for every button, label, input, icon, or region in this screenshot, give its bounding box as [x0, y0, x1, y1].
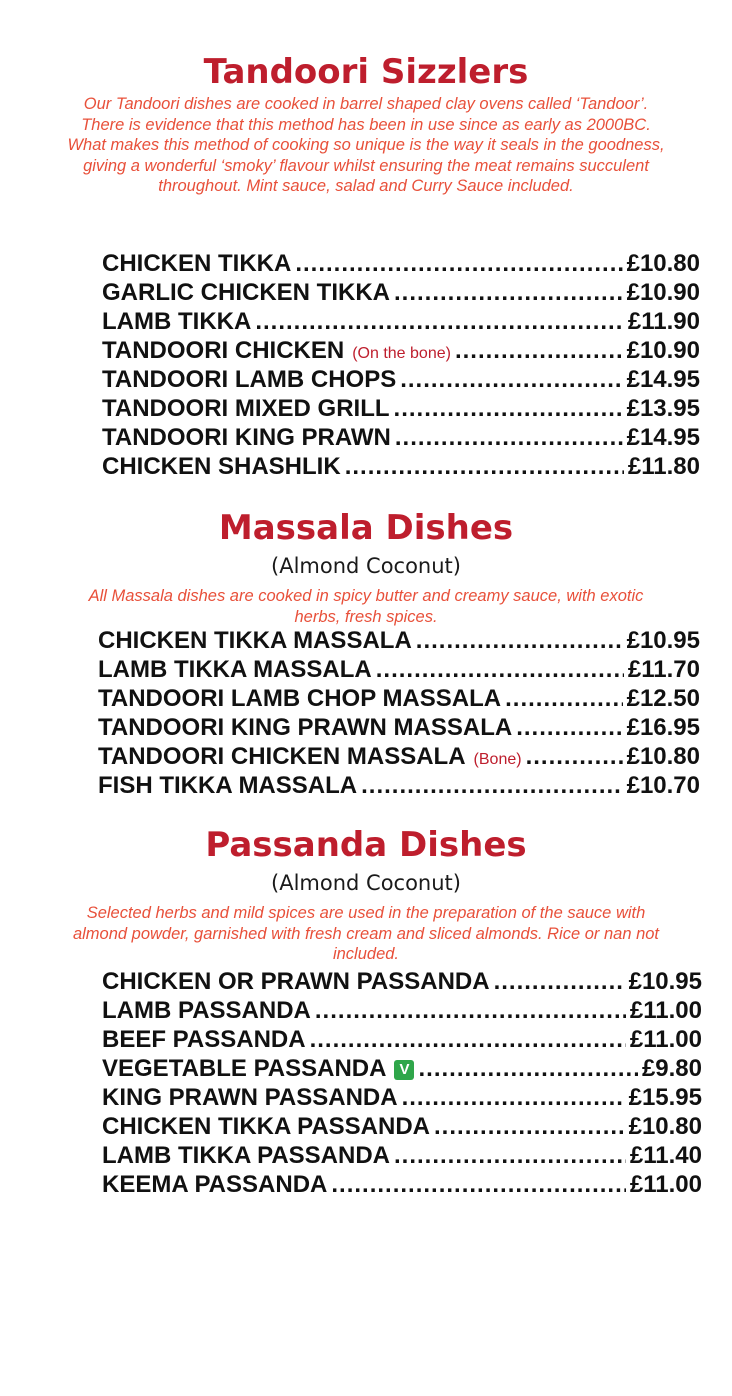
dot-leader: [331, 1171, 626, 1199]
dot-leader: [315, 997, 626, 1025]
section-passanda-dishes: [0, 825, 732, 965]
menu-item: [98, 685, 700, 714]
item-list-passanda: [102, 968, 702, 1200]
item-name: VEGETABLE PASSANDA: [102, 1055, 387, 1082]
menu-item: [102, 1171, 702, 1200]
dot-leader: [526, 743, 623, 771]
item-price: £10.90: [626, 337, 700, 364]
item-price: £10.95: [626, 627, 700, 654]
menu-item: [98, 656, 700, 685]
section-title: Tandoori Sizzlers: [203, 52, 529, 92]
item-list-massala: [98, 627, 700, 801]
item-price: £15.95: [628, 1084, 702, 1111]
dot-leader: [418, 1055, 637, 1083]
dot-leader: [394, 279, 623, 307]
item-name: LAMB TIKKA: [102, 308, 252, 335]
section-subtitle: (Almond Coconut): [271, 871, 461, 895]
item-name: CHICKEN TIKKA MASSALA: [98, 627, 412, 654]
item-price: £10.80: [626, 743, 700, 770]
menu-item: [102, 250, 700, 279]
dot-leader: [434, 1113, 625, 1141]
item-price: £10.70: [626, 772, 700, 799]
section-subtitle: (Almond Coconut): [271, 554, 461, 578]
item-name: TANDOORI CHICKEN MASSALA: [98, 743, 466, 770]
section-description: Selected herbs and mild spices are used in the preparation of the sauce with almond powder, garnished with fresh cream and sliced almonds. Rice or nan not included.: [72, 904, 660, 963]
item-price: £13.95: [626, 395, 700, 422]
item-list-tandoori: [102, 250, 700, 482]
item-price: £10.80: [628, 1113, 702, 1140]
menu-item: [102, 308, 700, 337]
menu-item: [98, 772, 700, 801]
item-name: LAMB PASSANDA: [102, 997, 311, 1024]
item-price: £11.00: [629, 997, 702, 1024]
menu-item: [98, 627, 700, 656]
dot-leader: [455, 337, 623, 365]
item-price: £11.80: [627, 453, 700, 480]
item-name: KING PRAWN PASSANDA: [102, 1084, 398, 1111]
dot-leader: [394, 395, 623, 423]
menu-item: [102, 366, 700, 395]
item-price: £14.95: [626, 366, 700, 393]
vegetarian-icon: V: [394, 1060, 414, 1080]
item-price: £9.80: [641, 1055, 702, 1082]
menu-item: [102, 968, 702, 997]
dot-leader: [255, 308, 624, 336]
item-name: TANDOORI KING PRAWN MASSALA: [98, 714, 513, 741]
dot-leader: [400, 366, 622, 394]
dot-leader: [295, 250, 622, 278]
menu-item: [102, 424, 700, 453]
item-note: (Bone): [473, 751, 522, 768]
item-price: £11.00: [629, 1171, 702, 1198]
item-name: FISH TIKKA MASSALA: [98, 772, 358, 799]
item-price: £14.95: [626, 424, 700, 451]
menu-item: [102, 1142, 702, 1171]
item-note: (On the bone): [352, 345, 451, 362]
section-title: Massala Dishes: [218, 508, 514, 548]
menu-item: [102, 279, 700, 308]
item-name: TANDOORI CHICKEN: [102, 337, 345, 364]
item-name: LAMB TIKKA PASSANDA: [102, 1142, 390, 1169]
item-name: TANDOORI LAMB CHOPS: [102, 366, 397, 393]
menu-item: [102, 1026, 702, 1055]
item-price: £11.70: [627, 656, 700, 683]
menu-item: [102, 395, 700, 424]
menu-item: [102, 1113, 702, 1142]
item-name: TANDOORI LAMB CHOP MASSALA: [98, 685, 502, 712]
item-name: CHICKEN OR PRAWN PASSANDA: [102, 968, 490, 995]
item-name: TANDOORI KING PRAWN: [102, 424, 391, 451]
section-massala-dishes: [0, 508, 732, 627]
item-name: KEEMA PASSANDA: [102, 1171, 328, 1198]
item-price: £10.95: [628, 968, 702, 995]
item-name: CHICKEN TIKKA PASSANDA: [102, 1113, 431, 1140]
item-price: £11.00: [629, 1026, 702, 1053]
menu-item: [102, 337, 700, 366]
section-tandoori-sizzlers: [0, 52, 732, 197]
item-price: £10.80: [626, 250, 700, 277]
menu-item: [102, 1055, 702, 1084]
item-price: £12.50: [626, 685, 700, 712]
menu-item: [98, 714, 700, 743]
section-title: Passanda Dishes: [205, 825, 527, 865]
menu-item: [98, 743, 700, 772]
item-name: CHICKEN SHASHLIK: [102, 453, 341, 480]
dot-leader: [376, 656, 624, 684]
item-price: £10.90: [626, 279, 700, 306]
dot-leader: [516, 714, 622, 742]
item-price: £16.95: [626, 714, 700, 741]
dot-leader: [310, 1026, 626, 1054]
item-name: LAMB TIKKA MASSALA: [98, 656, 372, 683]
item-name: TANDOORI MIXED GRILL: [102, 395, 390, 422]
section-description: All Massala dishes are cooked in spicy butter and creamy sauce, with exotic herbs, fresh spices.: [88, 587, 644, 626]
dot-leader: [345, 453, 624, 481]
item-price: £11.40: [629, 1142, 702, 1169]
item-name: CHICKEN TIKKA: [102, 250, 292, 277]
menu-item: [102, 1084, 702, 1113]
dot-leader: [494, 968, 625, 996]
menu-item: [102, 453, 700, 482]
item-name: GARLIC CHICKEN TIKKA: [102, 279, 390, 306]
item-name: BEEF PASSANDA: [102, 1026, 306, 1053]
menu-item: [102, 997, 702, 1026]
section-description: Our Tandoori dishes are cooked in barrel shaped clay ovens called ‘Tandoor’. There is evidence that this method has been in use since as early as 2000BC. What makes this method of cooking so unique is the way it seals in the goodness, giving a wonderful ‘smoky’ flavour whilst ensuring the meat remains succulent throughout. Mint sauce, salad and Curry Sauce included.: [67, 95, 665, 195]
dot-leader: [505, 685, 622, 713]
dot-leader: [394, 1142, 626, 1170]
dot-leader: [416, 627, 623, 655]
dot-leader: [395, 424, 623, 452]
item-price: £11.90: [627, 308, 700, 335]
dot-leader: [402, 1084, 625, 1112]
dot-leader: [361, 772, 622, 800]
